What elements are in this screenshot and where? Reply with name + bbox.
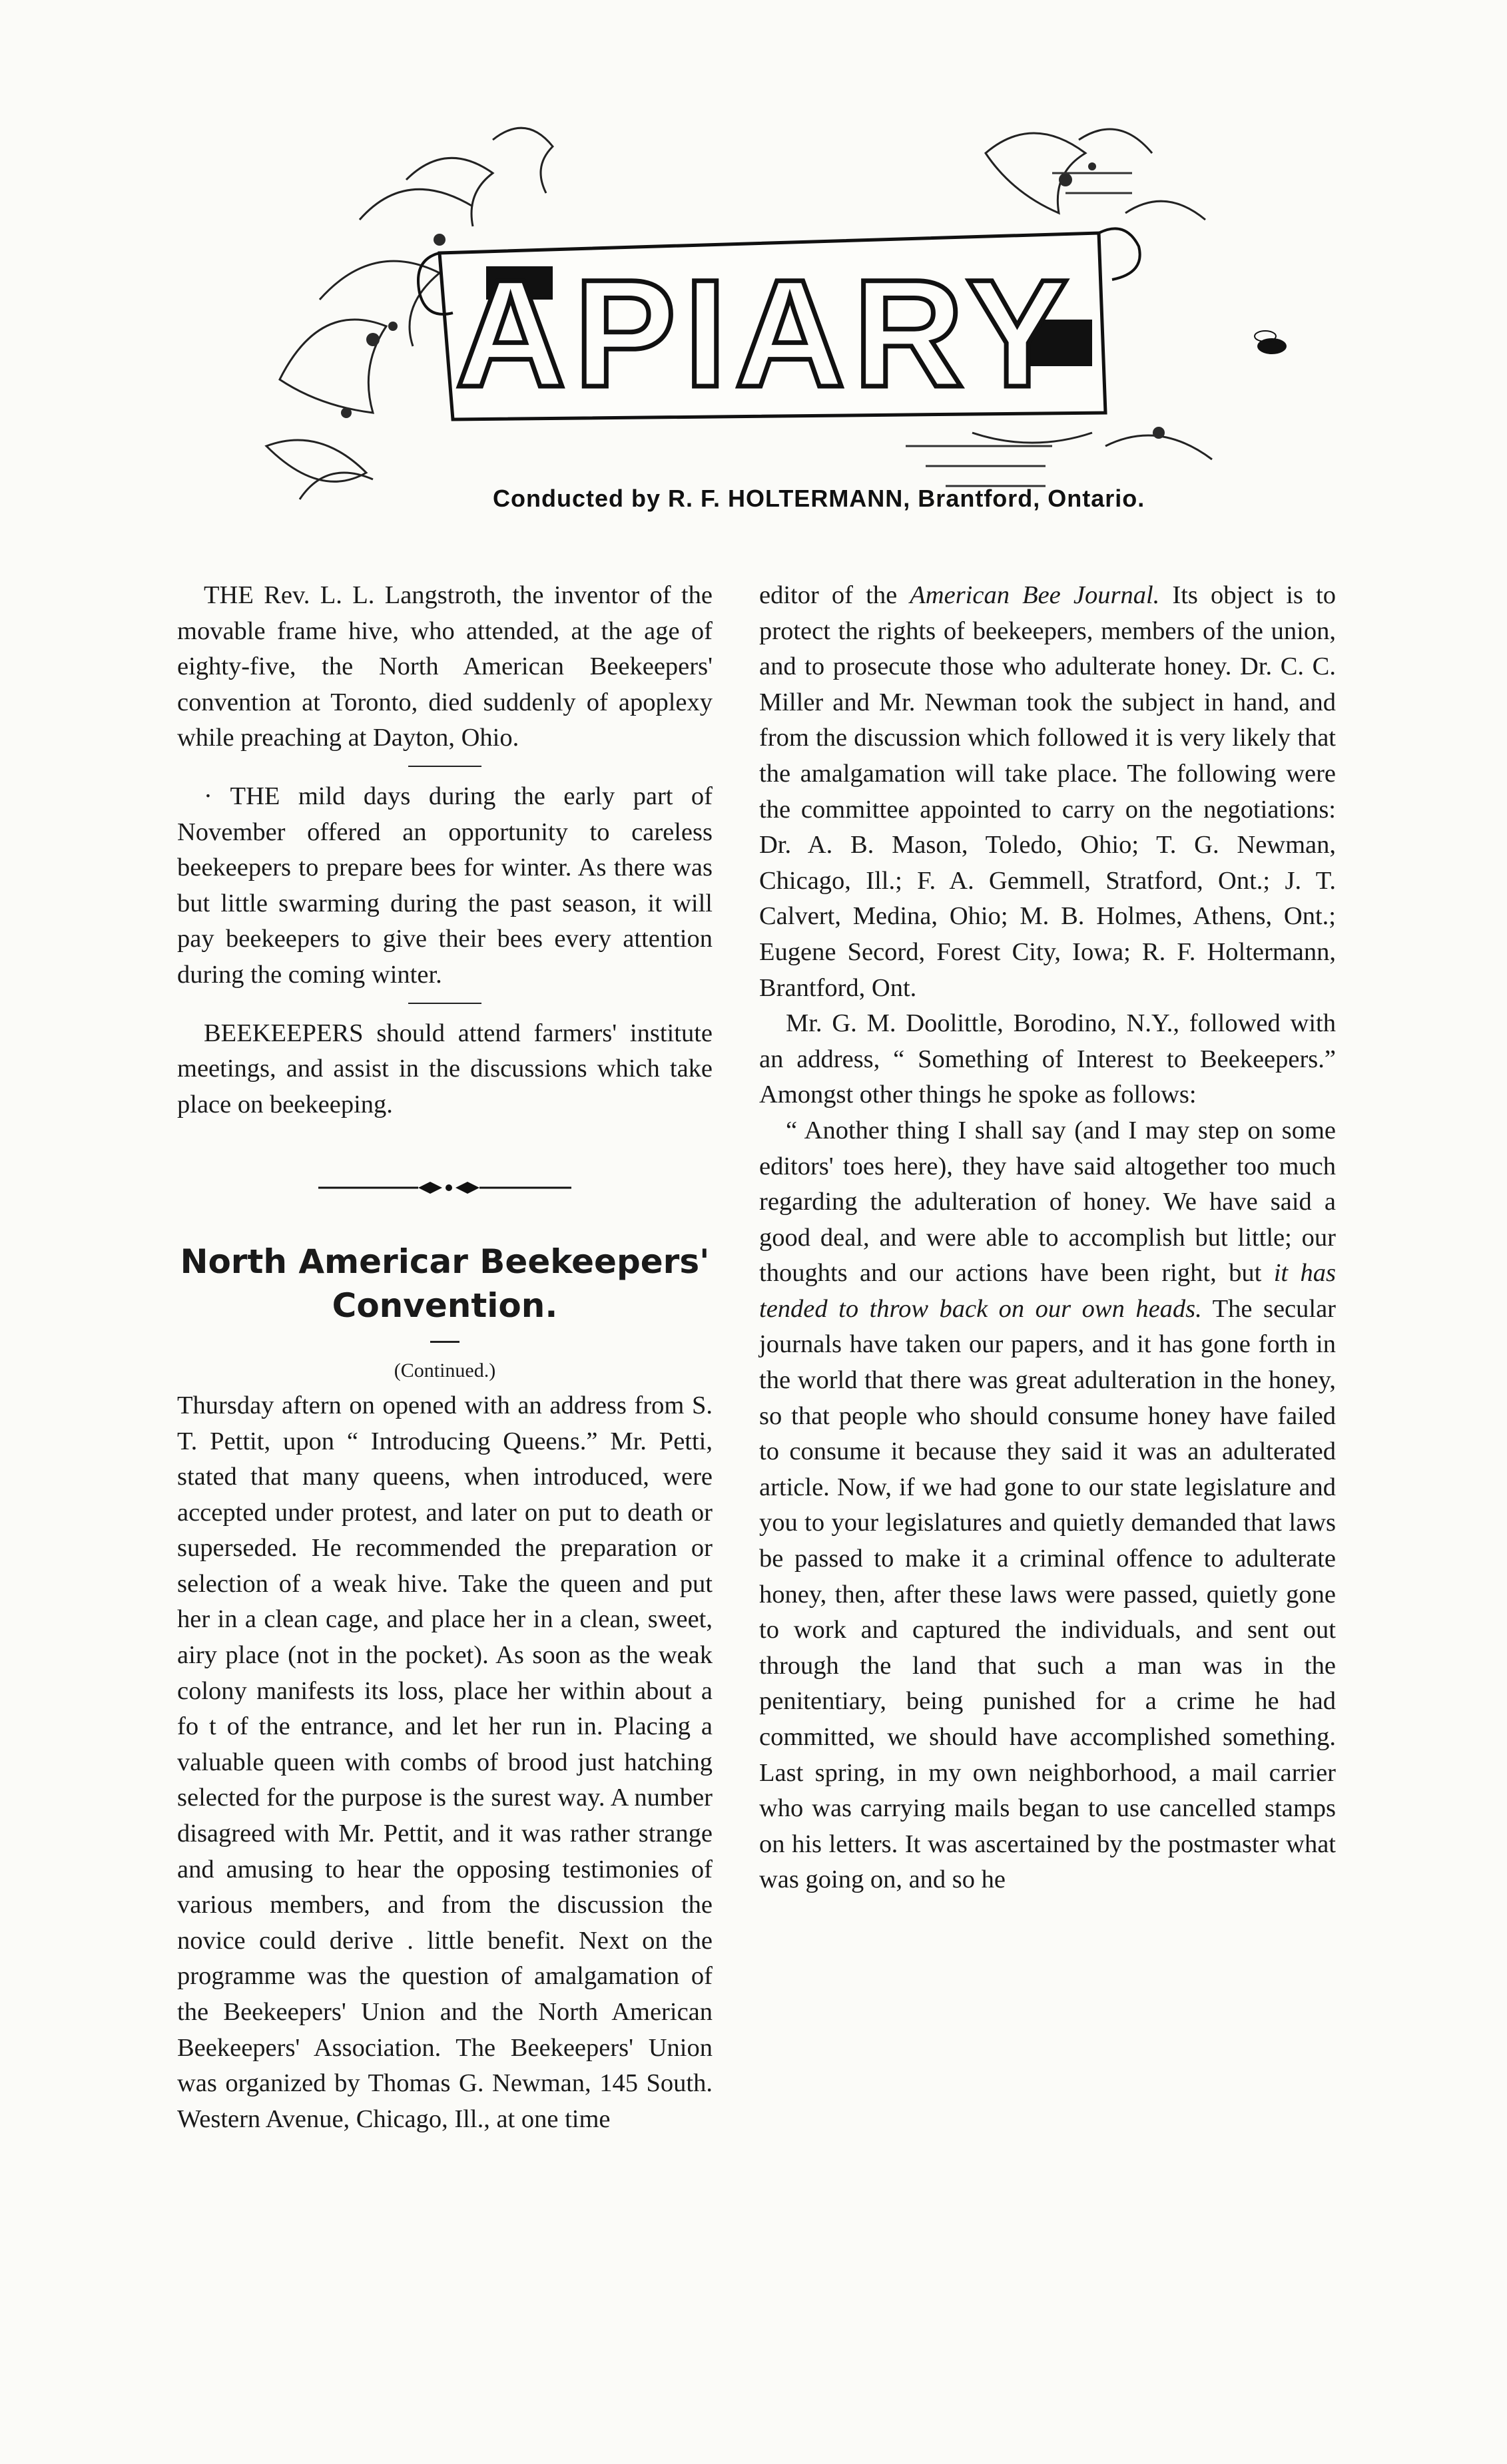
conducted-by-line: Conducted by R. F. HOLTERMANN, Brantford, Ontario. <box>493 485 1145 512</box>
left-column <box>177 578 713 2137</box>
pettit-paragraph: Thursday aftern on opened with an address from S. T. Pettit, upon “ Introducing Queens.” Mr. Petti, stated that many queens, when introduced, were accepted under protest, and later on put to death or superseded. He recommended the preparation or selection of a weak hive. Take the queen and put her in a clean cage, and place her in a clean, sweet, airy place (not in the pocket). As soon as the weak colony manifests its loss, place her within about a fo t of the entrance, and let her run in. Placing a valuable queen with combs of brood just hatching selected for the purpose is the surest way. A number disagreed with Mr. Pettit, and it was rather strange and amusing to hear the opposing testimonies of various members, and from the discussion the novice could derive . little benefit. Next on the programme was the question of amalgamation of the Beekeepers' Union and the North American Beekeepers' Association. The Beekeepers' Union was organized by Thomas G. Newman, 145 South. Western Avenue, Chicago, Ill., at one time <box>177 1391 713 2133</box>
quote-text-b: The secular journals have taken our papers, and it has gone forth in the world that there was great adulteration in the honey, so that people who should consume honey have failed to consume it because they said it was an adulterated article. Now, if we had gone to our state legislature and you to your legislatures and quietly demanded that laws be passed to make it a criminal offence to adulterate honey, then, after these laws were passed, quietly gone to work and captured the individuals, and sent out through the land that such a man was in the penitentiary, being punished for a crime he had committed, we should have accomplished something. Last spring, in my own neighborhood, a mail carrier who was carrying mails began to use cancelled stamps on his letters. It was ascertained by the postmaster what was going on, and so he <box>759 1294 1336 1894</box>
ornament-divider <box>318 1170 571 1206</box>
article-title: North Americar Beekeepers' Convention. <box>180 1242 710 1325</box>
institute-paragraph: BEEKEEPERS should attend farmers' institute meetings, and assist in the discussions which take place on beekeeping. <box>177 1019 713 1118</box>
quote-paragraph <box>759 1113 1336 1898</box>
apiary-header-illustration <box>240 100 1319 539</box>
union-paragraph <box>759 578 1336 1006</box>
journal-title: American Bee Journal. <box>910 581 1160 609</box>
bee-icon <box>1255 331 1287 354</box>
union-text-b: Its object is to protect the rights of beekeepers, members of the union, and to prosecute those who adulterate honey. Dr. C. C. Miller and Mr. Newman took the subject in hand, and from the discussion which followed it is very likely that the amalgamation will take place. The following were the committee appointed to carry on the negotiations: Dr. A. B. Mason, Toledo, Ohio; T. G. Newman, Chicago, Ill.; F. A. Gemmell, Stratford, Ont.; J. T. Calvert, Medina, Ohio; M. B. Holmes, Athens, Ont.; Eugene Secord, Forest City, Iowa; R. F. Holtermann, Brantford, Ont. <box>759 581 1336 1002</box>
right-column <box>759 578 1336 1898</box>
floral-banner-art <box>240 100 1319 539</box>
divider <box>408 766 481 767</box>
quote-text-a: “ Another thing I shall say (and I may step on some editors' toes here), they have said altogether too much regarding the adulteration of honey. We have said a good deal, and were able to accomplish but little; our thoughts and our actions have been right, but <box>759 1116 1336 1288</box>
quote-italic: it has tended to throw back on our own heads. <box>759 1259 1336 1323</box>
divider <box>408 1003 481 1004</box>
langstroth-paragraph: THE Rev. L. L. Langstroth, the inventor of the movable frame hive, who attended, at the age of eighty-five, the North American Beekeepers' convention at Toronto, died suddenly of apoplexy while preaching at Dayton, Ohio. <box>177 581 713 752</box>
divider <box>430 1341 459 1343</box>
continued-label: (Continued.) <box>394 1359 496 1381</box>
union-text-a: editor of the <box>759 581 910 609</box>
doolittle-paragraph: Mr. G. M. Doolittle, Borodino, N.Y., followed with an address, “ Something of Interest to Beekeepers.” Amongst other things he spoke as follows: <box>759 1009 1336 1109</box>
apiary-title: APIARY <box>455 248 1077 419</box>
november-paragraph: · THE mild days during the early part of November offered an opportunity to careless beekeepers to prepare bees for winter. As there was but little swarming during the past season, it will pay beekeepers to give their bees every attention during the coming winter. <box>177 782 713 989</box>
